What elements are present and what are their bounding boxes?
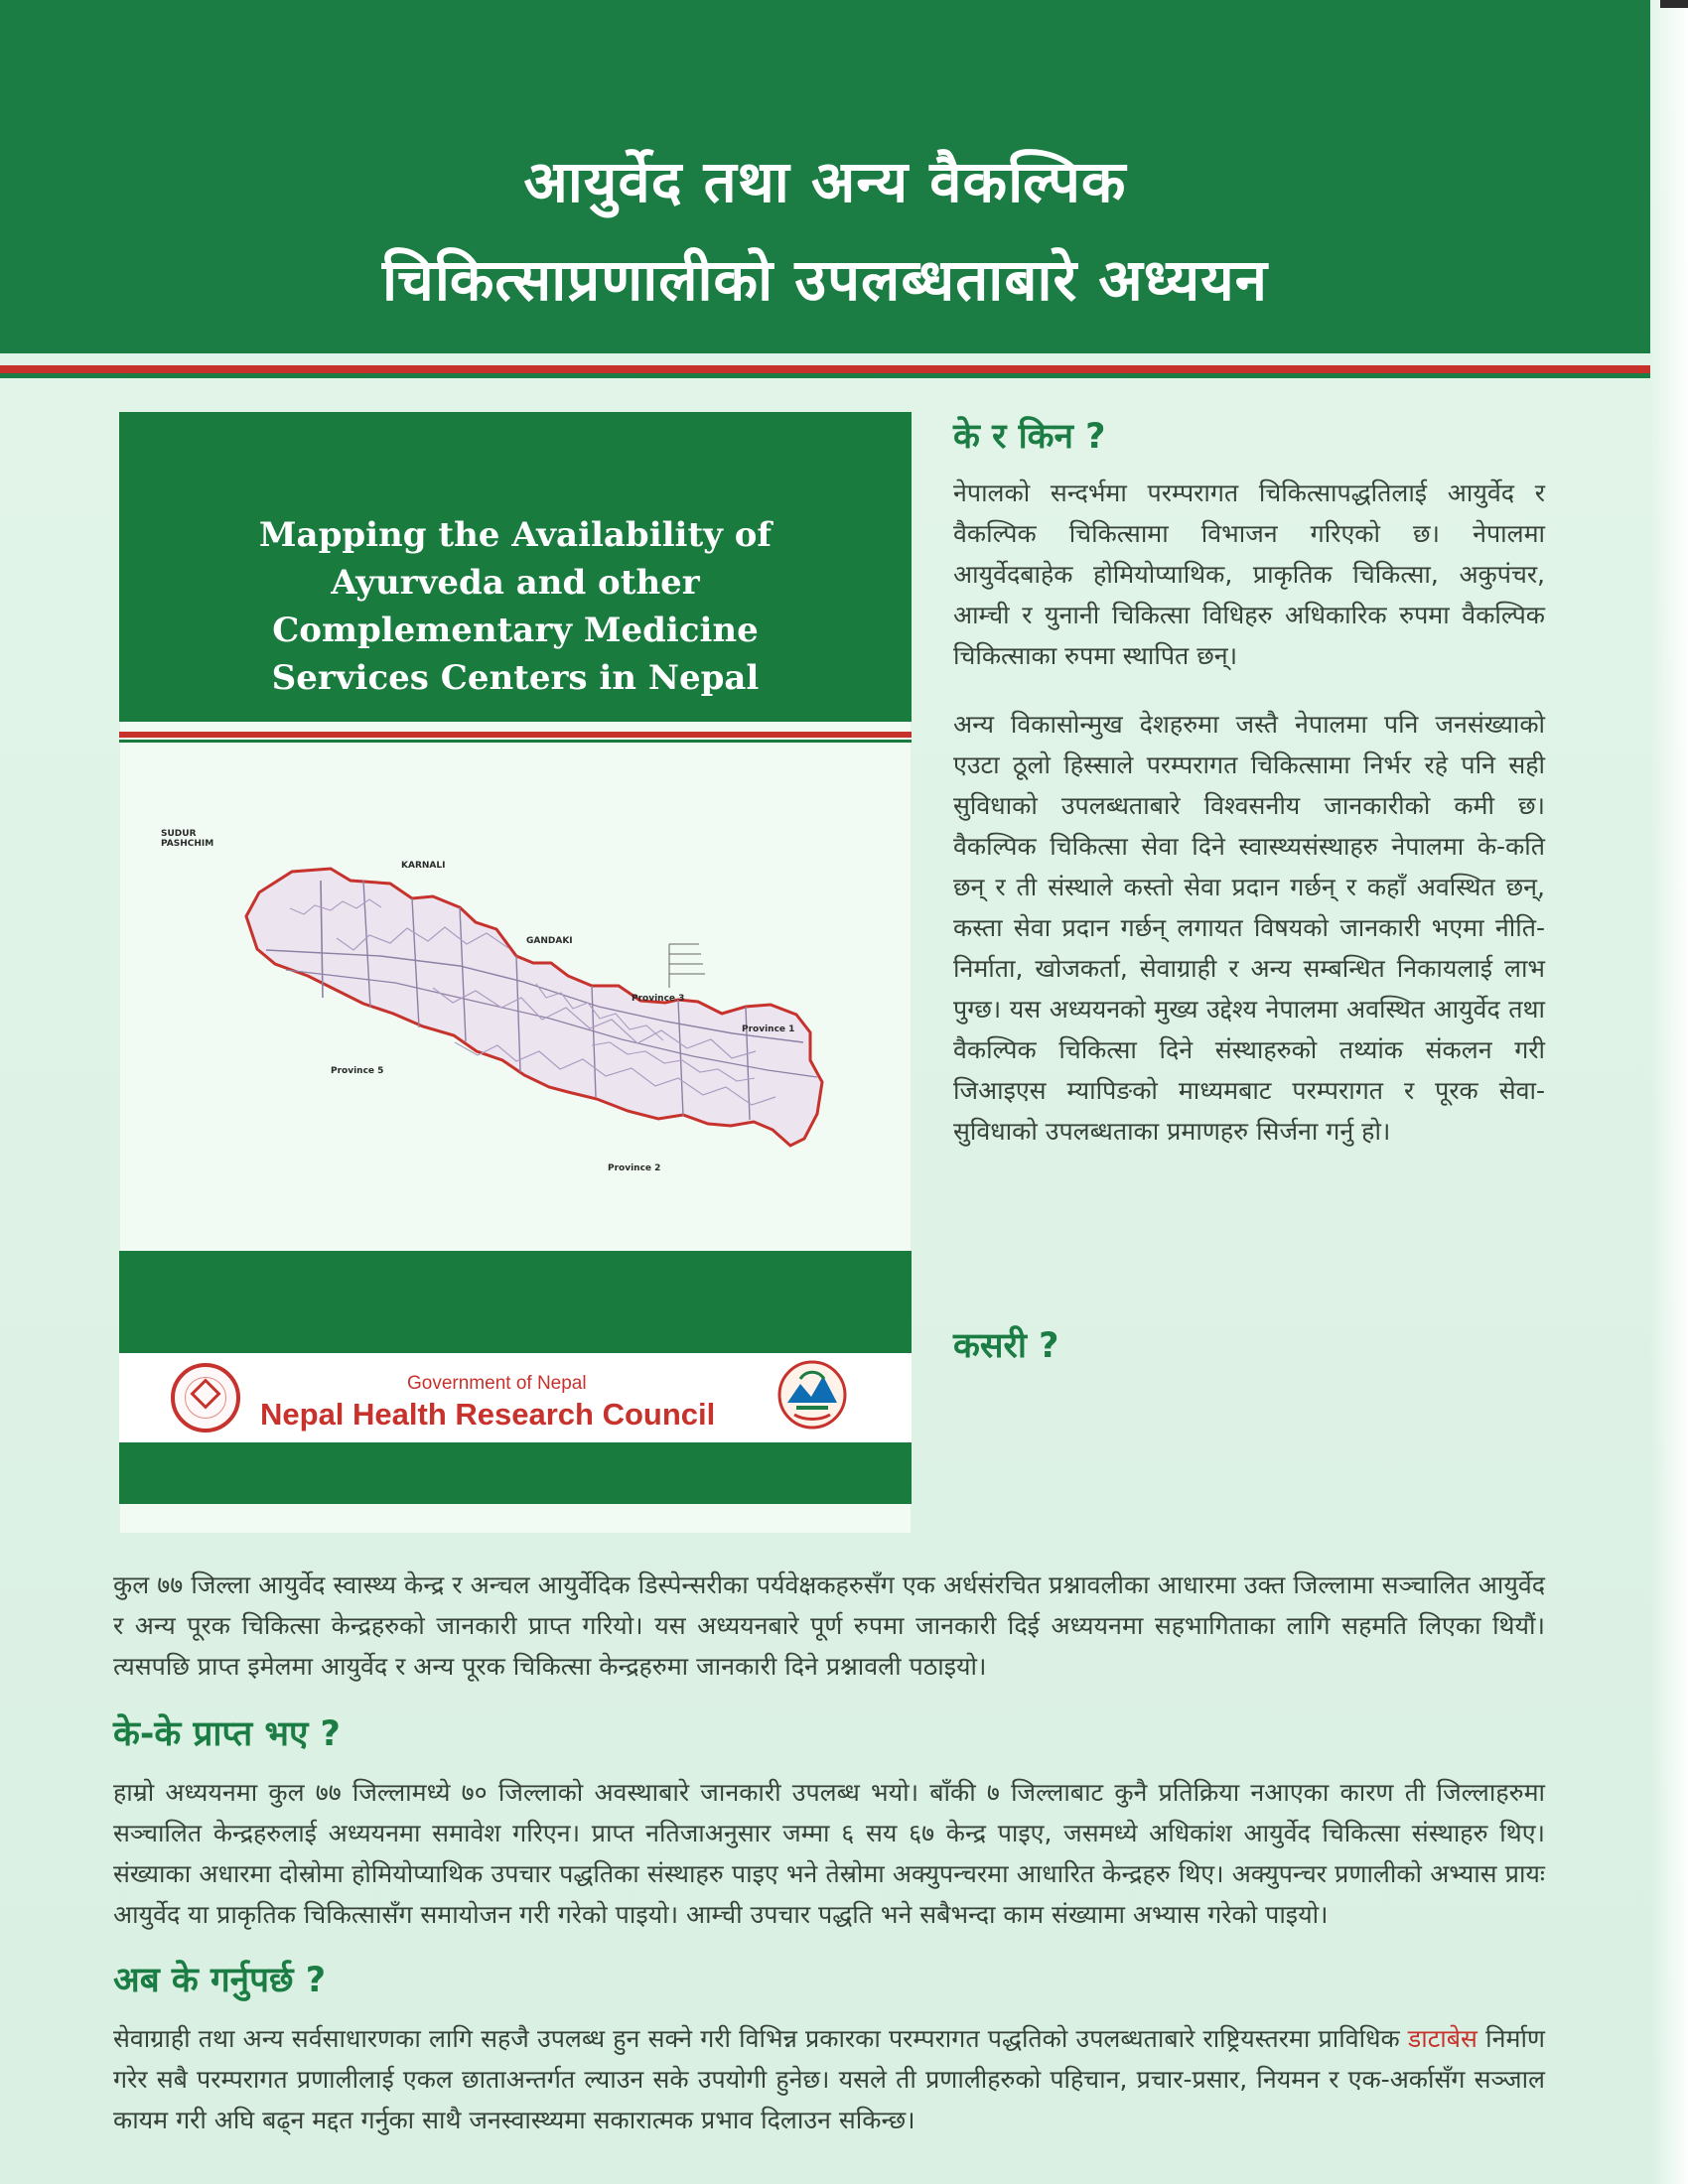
nepal-map: [177, 839, 872, 1166]
government-of-nepal-text: Government of Nepal: [407, 1373, 587, 1394]
map-label-province-1: Province 1: [742, 1024, 795, 1034]
nepal-province-map-icon: [177, 839, 872, 1166]
next-steps-text-before: सेवाग्राही तथा अन्य सर्वसाधारणका लागि सहजै उपलब्ध हुन सक्ने गरी विभिन्न प्रकारका परम्परागत पद्धतिको उपलब्धताबारे राष्ट्रियस्तरमा प्राविधिक: [113, 2024, 1408, 2053]
how-heading: कसरी ?: [953, 1326, 1059, 1366]
cover-panel: [119, 412, 912, 1534]
why-heading: के र किन ?: [953, 417, 1106, 457]
cover-header-red-rule: [119, 732, 912, 738]
findings-paragraph: हाम्रो अध्ययनमा कुल ७७ जिल्लामध्ये ७० जिल्लाको अवस्थाबारे जानकारी उपलब्ध भयो। बाँकी ७ जिल्लाबाट कुनै प्रतिक्रिया नआएका कारण ती जिल्लाहरुमा सञ्चालित केन्द्रहरुलाई अध्ययनमा समावेश गरिएन। प्राप्त नतिजाअनुसार जम्मा ६ सय ६७ केन्द्र पाइए, जसमध्ये अधिकांश आयुर्वेद चिकित्सा संस्थाहरु थिए। संख्याका अधारमा दोस्रोमा होमियोप्याथिक उपचार पद्धतिका संस्थाहरु पाइए भने तेस्रोमा अक्युपन्चरमा आधारित केन्द्रहरु थिए। अक्युपन्चर प्रणालीको अभ्यास प्रायः आयुर्वेद या प्राकृतिक चिकित्सासँग समायोजन गरी गरेको पाइयो। आम्ची उपचार पद्धति भने सबैभन्दा काम संख्यामा अभ्यास गरेको पाइयो।: [113, 1778, 1545, 1929]
main-title-line-1: आयुर्वेद तथा अन्य वैकल्पिक: [523, 148, 1127, 215]
nepal-health-research-council-text: Nepal Health Research Council: [260, 1397, 716, 1432]
why-paragraph-2: अन्य विकासोन्मुख देशहरुमा जस्तै नेपालमा पनि जनसंख्याको एउटा ठूलो हिस्साले परम्परागत चिकित्सामा निर्भर रहे पनि सही सुविधाको उपलब्धताबारे विश्वसनीय जानकारीको कमी छ। वैकल्पिक चिकित्सा सेवा दिने स्वास्थ्यसंस्थाहरु नेपालमा के-कति छन् र ती संस्थाले कस्तो सेवा प्रदान गर्छन् र कहाँ अवस्थित छन्, कस्ता सेवा प्रदान गर्छन् लगायत विषयको जानकारी भएमा नीति-निर्माता, खोजकर्ता, सेवाग्राही र अन्य सम्बन्धित निकायलाई लाभ पुग्छ। यस अध्ययनको मुख्य उद्देश्य नेपालमा अवस्थित आयुर्वेद तथा वैकल्पिक चिकित्सा दिने संस्थाहरुको तथ्यांक संकलन गरी जिआइएस म्यापिङको माध्यमबाट परम्परागत र पूरक सेवा-सुविधाको उपलब्धताका प्रमाणहरु सिर्जना गर्नु हो।: [953, 710, 1545, 1146]
map-label-gandaki: GANDAKI: [526, 936, 573, 946]
top-green-rule: [0, 373, 1650, 378]
how-section: [953, 1326, 1545, 1382]
english-report-title: Mapping the Availability of Ayurveda and other Complementary Medicine Services Centers in Nepal: [258, 515, 773, 698]
cover-header-green-rule: [119, 740, 912, 743]
database-highlight: डाटाबेस: [1407, 2024, 1477, 2053]
research-council-seal-icon: [171, 1363, 240, 1433]
map-label-province-2: Province 2: [608, 1163, 661, 1173]
main-title-line-2: चिकित्साप्रणालीको उपलब्धताबारे अध्ययन: [382, 246, 1268, 314]
map-label-province-3: Province 3: [632, 994, 685, 1004]
nepal-emblem-icon: [773, 1355, 852, 1434]
nepal-outline: [246, 869, 822, 1146]
findings-heading: के-के प्राप्त भए ?: [113, 1714, 341, 1754]
next-steps-paragraph: [113, 2018, 1545, 2140]
next-steps-heading: अब के गर्नुपर्छ ?: [113, 1961, 327, 2000]
right-column: [953, 417, 1545, 1152]
scan-edge: [1650, 0, 1688, 2184]
why-paragraph-1: नेपालको सन्दर्भमा परम्परागत चिकित्सापद्धतिलाई आयुर्वेद र वैकल्पिक चिकित्सामा विभाजन गरिएको छ। नेपालमा आयुर्वेदबाहेक होमियोप्याथिक, प्राकृतिक चिकित्सा, अकुपंचर, आम्ची र युनानी चिकित्सा विधिहरु अधिकारिक रुपमा वैकल्पिक चिकित्साका रुपमा स्थापित छन्।: [953, 478, 1545, 670]
top-red-rule: [0, 365, 1650, 373]
map-label-province-5: Province 5: [331, 1066, 384, 1076]
how-paragraph: कुल ७७ जिल्ला आयुर्वेद स्वास्थ्य केन्द्र र अन्चल आयुर्वेदिक डिस्पेन्सरीका पर्यवेक्षकहरुसँग एक अर्धसंरचित प्रश्नावलीका आधारमा उक्त जिल्लामा सञ्चालित आयुर्वेद र अन्य पूरक चिकित्सा केन्द्रहरुको जानकारी प्राप्त गरियो। यस अध्ययनबारे पूर्ण रुपमा जानकारी दिई अध्ययनमा सहभागिताका लागि सहमति लिएका थियौं। त्यसपछि प्राप्त इमेलमा आयुर्वेद र अन्य पूरक चिकित्सा केन्द्रहरुमा जानकारी दिने प्रश्नावली पठाइयो।: [113, 1570, 1545, 1681]
corner-mark: [1660, 0, 1688, 8]
map-label-karnali: KARNALI: [401, 861, 446, 871]
lower-content: [113, 1565, 1545, 2140]
next-steps-text-after: निर्माण गरेर सबै परम्परागत प्रणालीलाई एकल छाताअन्तर्गत ल्याउन सके उपयोगी हुनेछ। यसले ती प्रणालीहरुको पहिचान, प्रचार-प्रसार, नियमन र एक-अर्कासँग सञ्जाल कायम गरी अघि बढ्न मद्दत गर्नुका साथै जनस्वास्थ्यमा सकारात्मक प्रभाव दिलाउन सकिन्छ।: [113, 2024, 1545, 2134]
map-label-sudur-pashchim: SUDUR PASHCHIM: [161, 829, 214, 849]
